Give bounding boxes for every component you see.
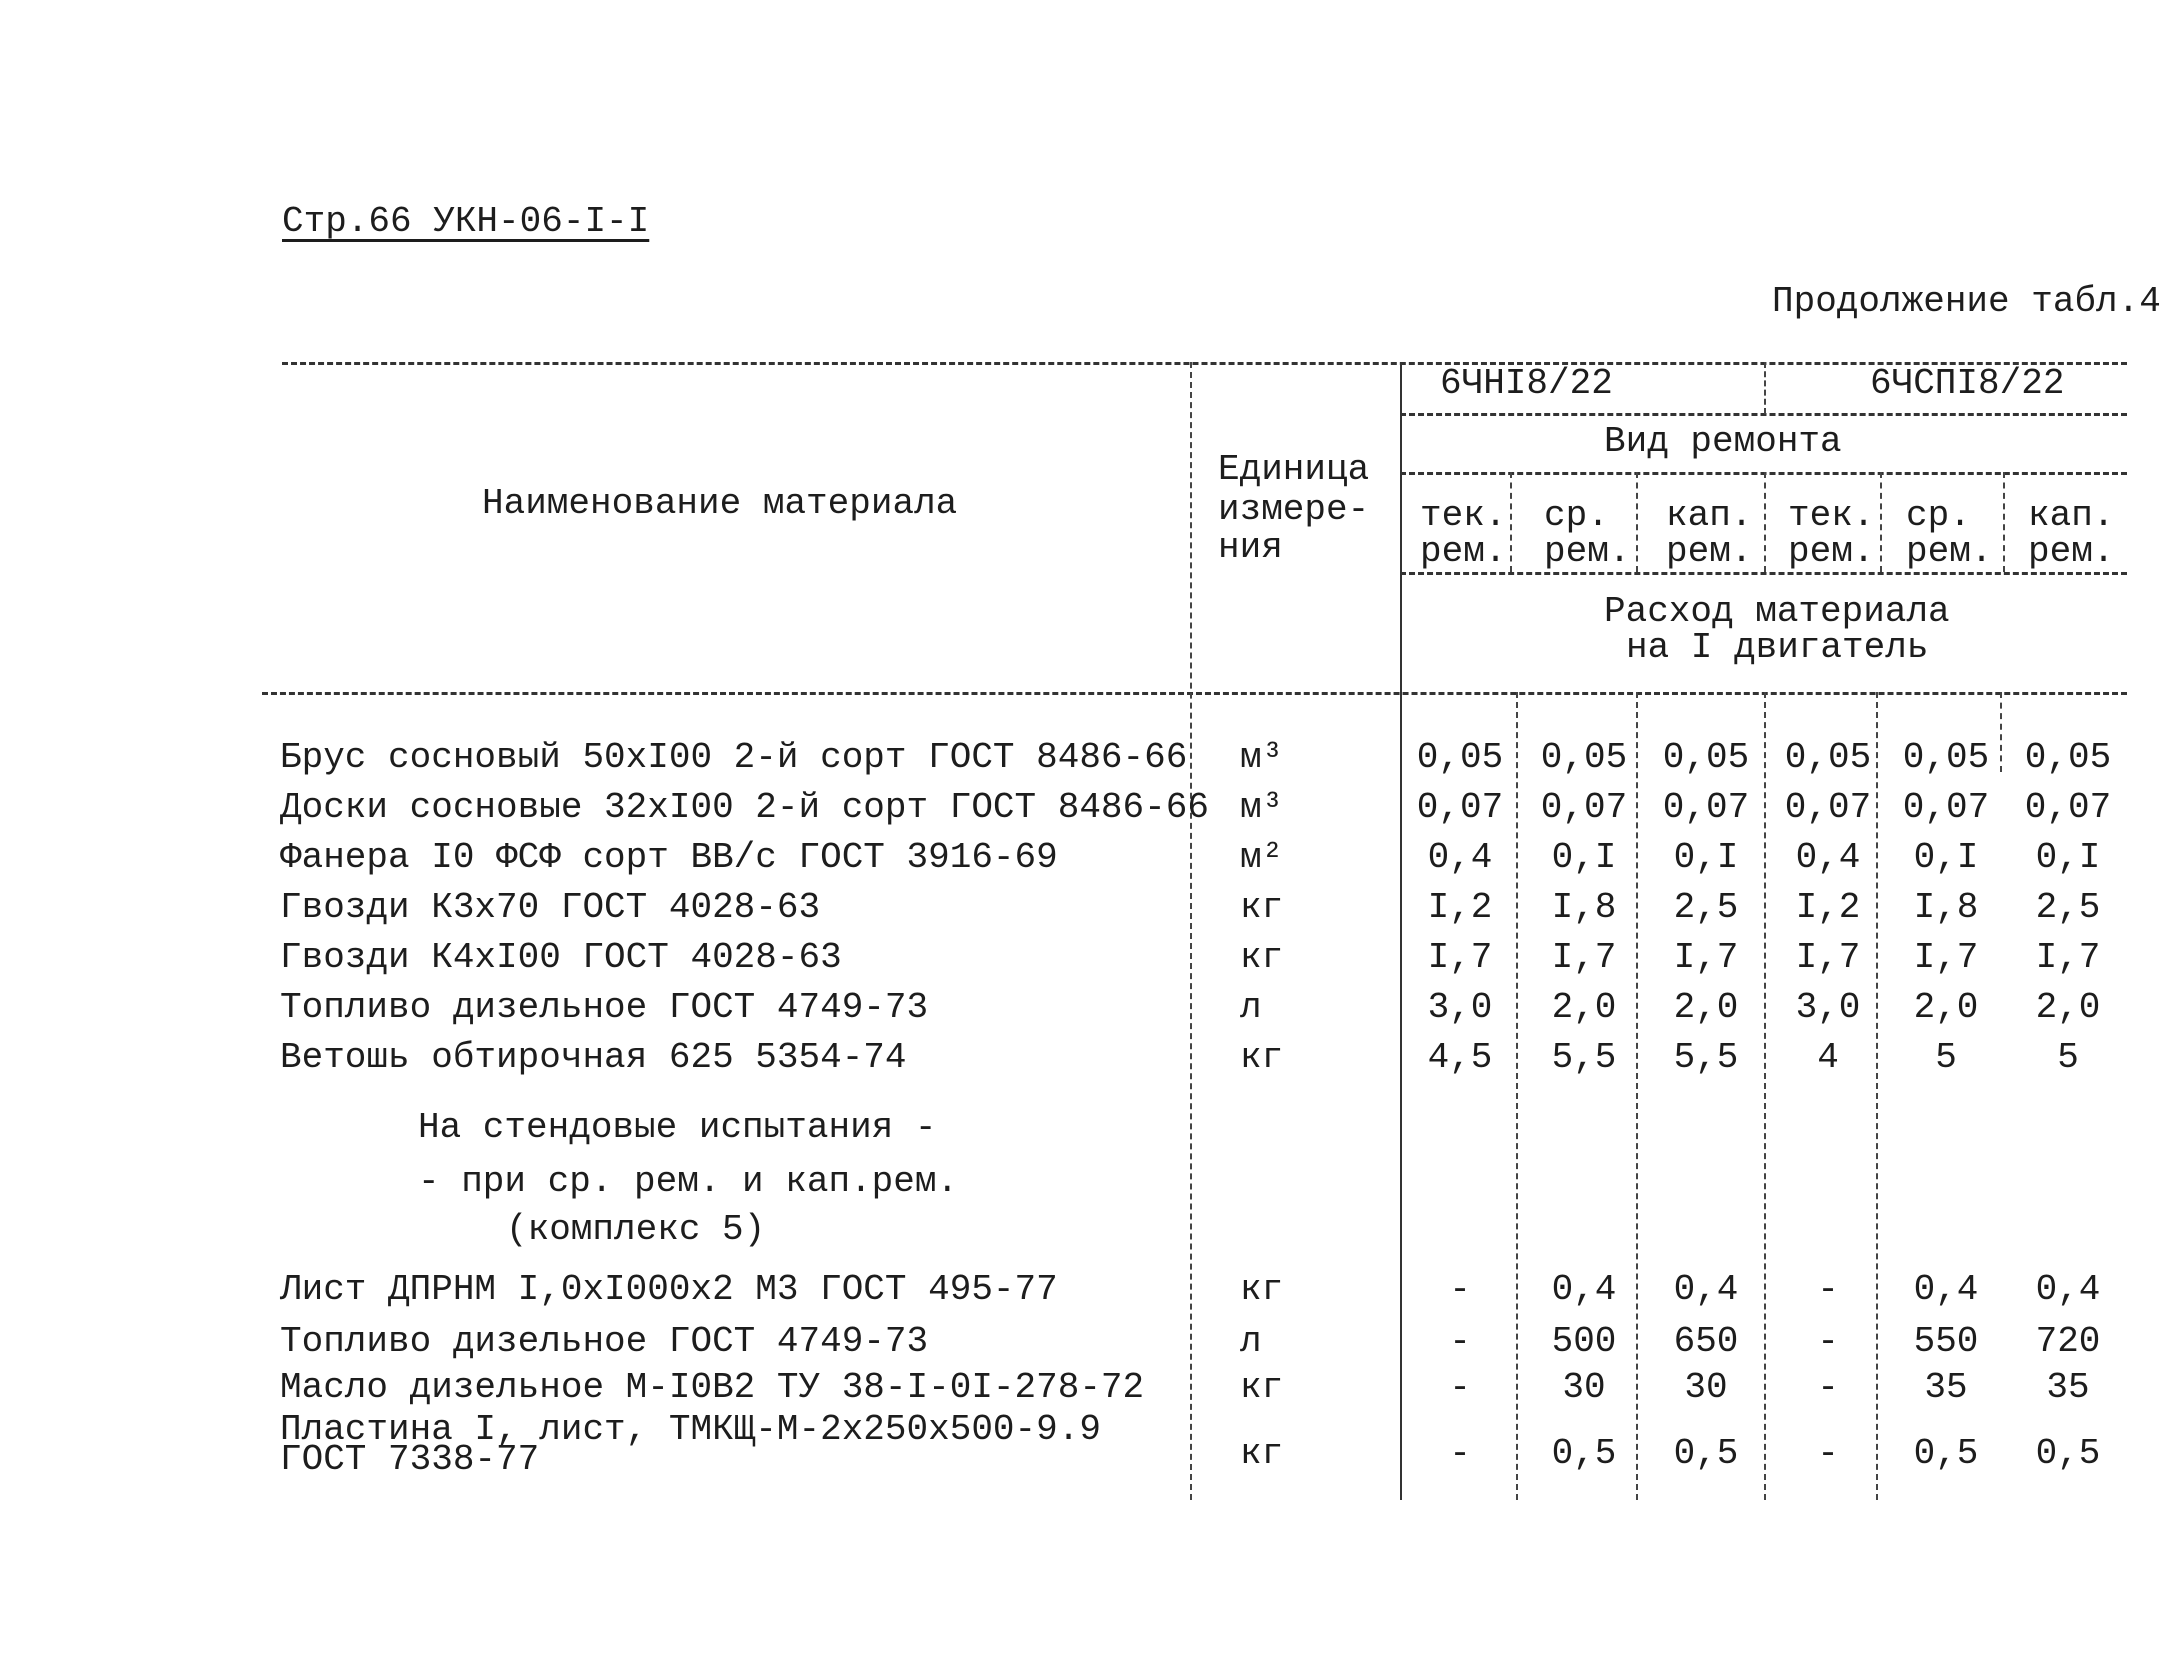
- rule-engine-split: [1764, 362, 1766, 414]
- repair-col-label: рем.: [1788, 531, 1875, 572]
- value-cell: I,8: [1913, 887, 1979, 928]
- material-name: Пластина I, лист, ТМКЩ-М-2х250х500-9.9: [280, 1409, 1101, 1450]
- value-cell: 0,05: [1416, 737, 1504, 778]
- value-cell: -: [1449, 1321, 1471, 1362]
- value-cell: 0,05: [1662, 737, 1750, 778]
- page-reference: Стр.66 УКН-06-I-I: [282, 201, 650, 242]
- header-engine-1: 6ЧНI8/22: [1440, 363, 1613, 404]
- value-cell: -: [1817, 1269, 1839, 1310]
- value-cell: 3,0: [1795, 987, 1861, 1028]
- value-cell: I,7: [1427, 937, 1493, 978]
- section-heading-2: - при ср. рем. и кап.рем.: [418, 1161, 959, 1202]
- repair-col-label: тек.: [1788, 495, 1875, 536]
- value-cell: 5: [2057, 1037, 2079, 1078]
- value-cell: I,7: [1795, 937, 1861, 978]
- material-name: Ветошь обтирочная 625 5354-74: [280, 1037, 907, 1078]
- value-cell: I,2: [1427, 887, 1493, 928]
- value-cell: -: [1817, 1321, 1839, 1362]
- rule-rc1: [1510, 472, 1512, 572]
- material-unit: м³: [1240, 737, 1284, 778]
- value-cell: 35: [1924, 1367, 1968, 1408]
- header-unit-3: ния: [1218, 527, 1283, 568]
- value-cell: 4: [1817, 1037, 1839, 1078]
- value-cell: 2,0: [1551, 987, 1617, 1028]
- header-engine-2: 6ЧСПI8/22: [1870, 363, 2065, 404]
- value-cell: -: [1449, 1269, 1471, 1310]
- value-cell: 650: [1673, 1321, 1739, 1362]
- material-name: ГОСТ 7338-77: [280, 1439, 540, 1480]
- value-cell: I,7: [1913, 937, 1979, 978]
- value-cell: 0,07: [1902, 787, 1990, 828]
- value-cell: 0,I: [1913, 837, 1979, 878]
- material-unit: кг: [1240, 1367, 1284, 1408]
- value-cell: 500: [1551, 1321, 1617, 1362]
- value-cell: 30: [1562, 1367, 1606, 1408]
- material-unit: кг: [1240, 1433, 1284, 1474]
- value-cell: 0,5: [1913, 1433, 1979, 1474]
- value-cell: I,7: [1673, 937, 1739, 978]
- material-unit: л: [1240, 987, 1262, 1028]
- value-cell: -: [1817, 1367, 1839, 1408]
- repair-col-label: тек.: [1420, 495, 1507, 536]
- value-cell: I,8: [1551, 887, 1617, 928]
- rule-rc2: [1636, 472, 1638, 572]
- header-consumption-2: на I двигатель: [1626, 627, 1929, 668]
- value-cell: -: [1449, 1433, 1471, 1474]
- header-consumption-1: Расход материала: [1604, 591, 1950, 632]
- value-cell: 0,05: [2024, 737, 2112, 778]
- material-name: Масло дизельное М-I0В2 ТУ 38-I-0I-278-72: [280, 1367, 1145, 1408]
- section-heading-3: (комплекс 5): [506, 1209, 766, 1250]
- material-unit: л: [1240, 1321, 1262, 1362]
- rule-rc4: [1880, 472, 1882, 572]
- value-cell: 0,I: [1551, 837, 1617, 878]
- header-material: Наименование материала: [482, 483, 958, 524]
- repair-col-label: рем.: [1544, 531, 1631, 572]
- table-continuation-label: Продолжение табл.4: [1772, 281, 2161, 322]
- material-name: Фанера I0 ФСФ сорт ВВ/с ГОСТ 3916-69: [280, 837, 1058, 878]
- material-unit: кг: [1240, 937, 1284, 978]
- repair-col-label: рем.: [2028, 531, 2115, 572]
- material-name: Гвозди К3х70 ГОСТ 4028-63: [280, 887, 821, 928]
- material-name: Топливо дизельное ГОСТ 4749-73: [280, 987, 929, 1028]
- value-cell: 0,I: [2035, 837, 2101, 878]
- repair-col-label: ср.: [1544, 495, 1609, 536]
- rule-top: [282, 362, 2127, 365]
- value-cell: 4,5: [1427, 1037, 1493, 1078]
- repair-col-label: кап.: [1666, 495, 1753, 536]
- value-cell: 0,05: [1540, 737, 1628, 778]
- value-cell: 3,0: [1427, 987, 1493, 1028]
- rule-header-bottom: [262, 692, 2127, 695]
- repair-col-label: кап.: [2028, 495, 2115, 536]
- material-unit: кг: [1240, 1037, 1284, 1078]
- header-unit-1: Единица: [1218, 449, 1370, 490]
- value-cell: 30: [1684, 1367, 1728, 1408]
- value-cell: I,7: [2035, 937, 2101, 978]
- value-cell: 0,4: [1795, 837, 1861, 878]
- value-cell: 5: [1935, 1037, 1957, 1078]
- value-cell: 0,05: [1784, 737, 1872, 778]
- value-cell: 0,4: [1551, 1269, 1617, 1310]
- material-name: Лист ДПРНМ I,0хI000х2 М3 ГОСТ 495-77: [280, 1269, 1058, 1310]
- rule-repair-cols: [1400, 572, 2127, 575]
- section-heading-1: На стендовые испытания -: [418, 1107, 937, 1148]
- repair-col-label: ср.: [1906, 495, 1971, 536]
- repair-col-label: рем.: [1420, 531, 1507, 572]
- material-unit: кг: [1240, 887, 1284, 928]
- value-cell: 0,4: [1427, 837, 1493, 878]
- rule-rc5: [2003, 472, 2005, 572]
- value-cell: -: [1817, 1433, 1839, 1474]
- value-cell: -: [1449, 1367, 1471, 1408]
- value-cell: 0,4: [2035, 1269, 2101, 1310]
- value-cell: 0,5: [2035, 1433, 2101, 1474]
- value-cell: 0,4: [1673, 1269, 1739, 1310]
- value-cell: 5,5: [1673, 1037, 1739, 1078]
- material-name: Брус сосновый 50хI00 2-й сорт ГОСТ 8486-66: [280, 737, 1188, 778]
- rule-rc3: [1764, 472, 1766, 572]
- value-cell: 2,0: [2035, 987, 2101, 1028]
- repair-col-label: рем.: [1666, 531, 1753, 572]
- value-cell: 0,07: [2024, 787, 2112, 828]
- value-cell: 550: [1913, 1321, 1979, 1362]
- material-unit: м³: [1240, 787, 1284, 828]
- material-unit: м²: [1240, 837, 1284, 878]
- value-cell: 2,0: [1913, 987, 1979, 1028]
- value-cell: 5,5: [1551, 1037, 1617, 1078]
- value-cell: 2,0: [1673, 987, 1739, 1028]
- value-cell: 2,5: [1673, 887, 1739, 928]
- value-cell: 0,07: [1540, 787, 1628, 828]
- value-cell: 0,I: [1673, 837, 1739, 878]
- repair-col-label: рем.: [1906, 531, 1993, 572]
- value-cell: 0,07: [1662, 787, 1750, 828]
- header-unit-2: измере-: [1218, 489, 1370, 530]
- value-cell: 0,5: [1551, 1433, 1617, 1474]
- value-cell: 0,4: [1913, 1269, 1979, 1310]
- value-cell: 0,5: [1673, 1433, 1739, 1474]
- value-cell: I,7: [1551, 937, 1617, 978]
- material-name: Гвозди К4хI00 ГОСТ 4028-63: [280, 937, 842, 978]
- material-name: Топливо дизельное ГОСТ 4749-73: [280, 1321, 929, 1362]
- value-cell: 720: [2035, 1321, 2101, 1362]
- value-cell: 0,07: [1416, 787, 1504, 828]
- value-cell: I,2: [1795, 887, 1861, 928]
- value-cell: 35: [2046, 1367, 2090, 1408]
- value-cell: 0,05: [1902, 737, 1990, 778]
- material-name: Доски сосновые 32хI00 2-й сорт ГОСТ 8486-66: [280, 787, 1209, 828]
- value-cell: 2,5: [2035, 887, 2101, 928]
- material-unit: кг: [1240, 1269, 1284, 1310]
- rule-col-unit: [1190, 362, 1192, 1500]
- value-cell: 0,07: [1784, 787, 1872, 828]
- header-repair-type: Вид ремонта: [1604, 421, 1842, 462]
